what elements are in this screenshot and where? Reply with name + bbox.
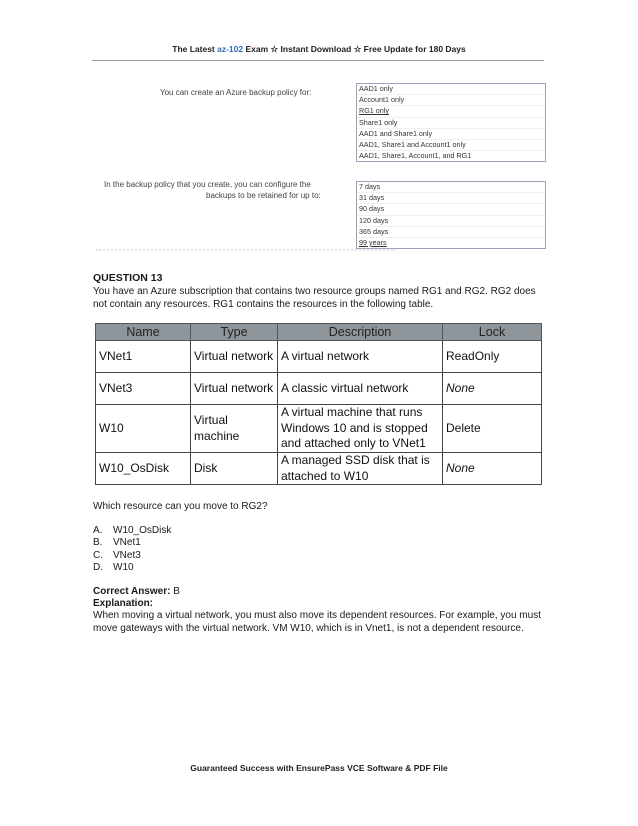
option-item-selected: 99 years (359, 237, 387, 247)
option-item: 365 days (357, 227, 545, 238)
cell-lock: None (443, 453, 542, 485)
cell-lock: Delete (443, 405, 542, 453)
answer-letter: D. (93, 561, 103, 573)
option-item: AAD1 only (357, 84, 545, 95)
answer-option (93, 525, 171, 537)
explanation-label: Explanation: (93, 598, 154, 609)
option-item: AAD1 and Share1 only (357, 129, 545, 140)
cell-name: W10 (96, 405, 191, 453)
table-row (96, 453, 542, 485)
cell-name: W10_OsDisk (96, 453, 191, 485)
retention-question-line1: In the backup policy that you create, you can configure the (104, 180, 311, 189)
cell-description: A virtual machine that runs Windows 10 and is stopped and attached only to VNet1 (278, 405, 443, 453)
answer-option (93, 537, 171, 549)
cell-type: Virtual network (191, 341, 278, 373)
backup-policy-options (356, 83, 546, 162)
option-item: 31 days (357, 193, 545, 204)
cell-description: A managed SSD disk that is attached to W10 (278, 453, 443, 485)
answer-letter: B. (93, 537, 103, 549)
option-item: Account1 only (357, 95, 545, 106)
question-heading: QUESTION 13 (93, 272, 163, 284)
correct-answer (93, 586, 180, 597)
page-header (0, 44, 638, 55)
table-row (96, 341, 542, 373)
question-prompt: Which resource can you move to RG2? (93, 501, 268, 512)
option-item: 120 days (357, 216, 545, 227)
page-footer: Guaranteed Success with EnsurePass VCE Software & PDF File (190, 763, 448, 773)
cell-lock: None (443, 373, 542, 405)
answer-text: VNet1 (113, 537, 141, 549)
header-divider (92, 60, 544, 61)
header-exam-code: az-102 (217, 44, 244, 54)
cell-type: Disk (191, 453, 278, 485)
cell-description: A classic virtual network (278, 373, 443, 405)
retention-question-line2: backups to be retained for up to: (206, 190, 321, 200)
answer-option (93, 550, 171, 562)
answer-list (93, 525, 171, 574)
answer-letter: C. (93, 549, 103, 561)
answer-text: W10 (113, 561, 134, 573)
explanation-text: When moving a virtual network, you must also move its dependent resources. For example, you must move gateways with the virtual network. VM W10, which is in Vnet1, is not a dependent resource. (93, 610, 541, 634)
col-header-description: Description (278, 324, 443, 341)
retention-question (104, 180, 354, 201)
retention-options (356, 181, 546, 249)
cell-lock: ReadOnly (443, 341, 542, 373)
answer-option (93, 562, 171, 574)
correct-answer-value: B (170, 586, 180, 597)
screenshot-bottom-edge (96, 249, 396, 251)
answer-text: W10_OsDisk (113, 525, 172, 536)
correct-answer-label: Correct Answer: (93, 586, 171, 597)
cell-type: Virtual machine (191, 405, 278, 453)
option-item: Share1 only (357, 118, 545, 129)
cell-name: VNet1 (96, 341, 191, 373)
resources-table (95, 323, 542, 485)
question-text: You have an Azure subscription that contains two resource groups named RG1 and RG2. RG2 does not contain any resources. RG1 contains the resources in the following table. (93, 286, 536, 310)
cell-type: Virtual network (191, 373, 278, 405)
col-header-type: Type (191, 324, 278, 341)
option-item-selected: RG1 only (357, 106, 545, 117)
col-header-name: Name (96, 324, 191, 341)
option-item: 90 days (357, 204, 545, 215)
backup-policy-question: You can create an Azure backup policy for: (160, 88, 312, 97)
option-item: 7 days (357, 182, 545, 193)
header-suffix: Exam ☆ Instant Download ☆ Free Update for 180 Days (243, 44, 466, 54)
table-row (96, 405, 542, 453)
col-header-lock: Lock (443, 324, 542, 341)
header-prefix: The Latest (172, 44, 218, 54)
answer-text: VNet3 (113, 549, 141, 561)
cell-description: A virtual network (278, 341, 443, 373)
table-header-row (96, 324, 542, 341)
answer-letter: A. (93, 525, 103, 536)
option-item: AAD1, Share1 and Account1 only (357, 140, 545, 151)
table-row (96, 373, 542, 405)
option-item: AAD1, Share1, Account1, and RG1 (359, 151, 472, 161)
cell-name: VNet3 (96, 373, 191, 405)
